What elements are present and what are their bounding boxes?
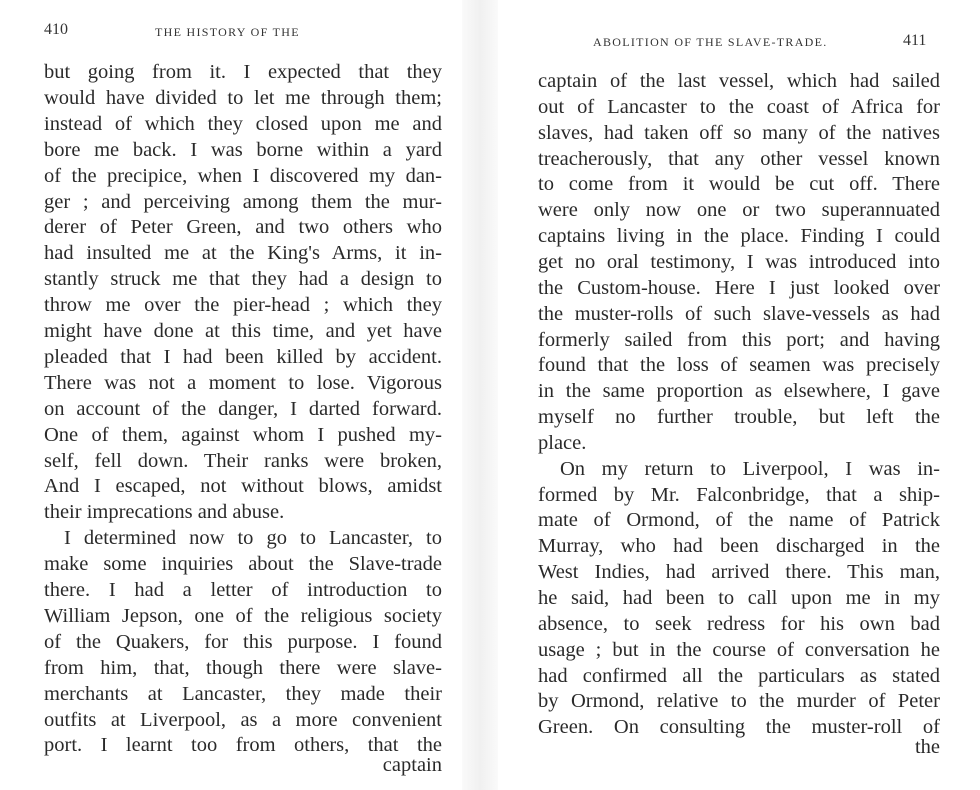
left-page-text-line: their imprecations and abuse.: [44, 501, 285, 524]
left-page-text-line: might have done at this time, and yet have: [44, 320, 442, 342]
right-page-text-line: the muster-rolls of such slave-vessels as had: [538, 302, 940, 325]
left-page-text-line: William Jepson, one of the religious society: [44, 604, 442, 627]
right-page-text-line: myself no further trouble, but left the: [538, 406, 940, 429]
right-page-number: 411: [903, 32, 927, 49]
left-page-text-line: port. I learnt too from others, that the: [44, 734, 442, 757]
left-page-text-line: throw me over the pier-head ; which they: [44, 294, 442, 317]
right-page-text-line: West Indies, had arrived there. This man,: [538, 561, 940, 584]
left-page-text-line: but going from it. I expected that they: [44, 61, 442, 83]
right-page-text-line: captains living in the place. Finding I could: [538, 225, 940, 248]
left-page-text-line: had insulted me at the King's Arms, it in-: [44, 242, 442, 265]
right-page-text-line: usage ; but in the course of conversation he: [538, 638, 940, 661]
left-page-text-line: stantly struck me that they had a design to: [44, 268, 442, 291]
left-catchword: captain: [382, 754, 442, 776]
left-page-text-line: there. I had a letter of introduction to: [44, 579, 442, 601]
left-page-text-line: And I escaped, not without blows, amidst: [44, 475, 442, 498]
right-page-text-line: he said, had been to call upon me in my: [538, 587, 940, 609]
right-page-text-line: Murray, who had been discharged in the: [538, 535, 940, 558]
left-page-text-line: One of them, against whom I pushed my-: [44, 423, 442, 446]
left-page: [0, 0, 460, 790]
right-page-text-line: had confirmed all the particulars as stated: [538, 664, 940, 687]
left-page-text-line: pleaded that I had been killed by accident.: [44, 345, 442, 368]
right-page-text-line: mate of Ormond, of the name of Patrick: [538, 509, 940, 532]
right-page-text-line: found that the loss of seamen was precisely: [538, 354, 940, 377]
right-page-text-line: the Custom-house. Here I just looked over: [538, 276, 940, 299]
left-page-text-line: make some inquiries about the Slave-trade: [44, 553, 442, 576]
left-page-text-line: ger ; and perceiving among them the mur-: [44, 190, 442, 213]
right-page-text-line: by Ormond, relative to the murder of Peter: [538, 690, 940, 713]
left-page-text-line: of the precipice, when I discovered my dan-: [44, 164, 442, 187]
right-page-text-line: Green. On consulting the muster-roll of: [538, 716, 940, 739]
left-page-text-line: on account of the danger, I darted forward.: [44, 397, 442, 420]
right-catchword: the: [914, 736, 940, 758]
right-running-header: ABOLITION OF THE SLAVE-TRADE.: [593, 35, 828, 49]
left-page-text-line: merchants at Lancaster, they made their: [44, 682, 442, 705]
right-page-text-line: place.: [538, 431, 587, 454]
left-running-header: THE HISTORY OF THE: [155, 25, 300, 39]
book-gutter: [462, 0, 498, 790]
right-page-text-line: out of Lancaster to the coast of Africa for: [538, 95, 940, 118]
right-page-text-line: absence, to seek redress for his own bad: [538, 612, 940, 635]
right-page-text-line: were only now one or two superannuated: [538, 199, 940, 222]
left-page-text-line: outfits at Liverpool, as a more convenient: [44, 708, 442, 731]
right-page-text-line: captain of the last vessel, which had sailed: [538, 70, 940, 92]
right-page-text-line: in the same proportion as elsewhere, I gave: [538, 380, 940, 403]
right-page-text-line: On my return to Liverpool, I was in-: [560, 457, 940, 480]
left-page-text-line: I determined now to go to Lancaster, to: [64, 527, 442, 550]
left-page-text-line: of the Quakers, for this purpose. I found: [44, 630, 442, 653]
right-page-text-line: to come from it would be cut off. There: [538, 173, 940, 196]
right-page-text-line: get no oral testimony, I was introduced into: [538, 250, 940, 273]
left-page-text-line: from him, that, though there were slave-: [44, 656, 442, 679]
right-page-text-line: slaves, had taken off so many of the natives: [538, 121, 940, 144]
right-page-text-line: treacherously, that any other vessel known: [538, 147, 940, 170]
left-page-text-line: self, fell down. Their ranks were broken,: [44, 449, 442, 472]
left-page-text-line: instead of which they closed upon me and: [44, 112, 442, 135]
left-page-text-line: derer of Peter Green, and two others who: [44, 216, 442, 239]
left-page-text-line: would have divided to let me through them;: [44, 86, 442, 109]
left-page-text-line: There was not a moment to lose. Vigorous: [44, 371, 442, 394]
left-page-number: 410: [44, 21, 68, 38]
right-page-text-line: formerly sailed from this port; and having: [538, 328, 940, 351]
right-page: [500, 0, 980, 790]
right-page-text-line: formed by Mr. Falconbridge, that a ship-: [538, 483, 940, 506]
left-page-text-line: bore me back. I was borne within a yard: [44, 138, 442, 161]
